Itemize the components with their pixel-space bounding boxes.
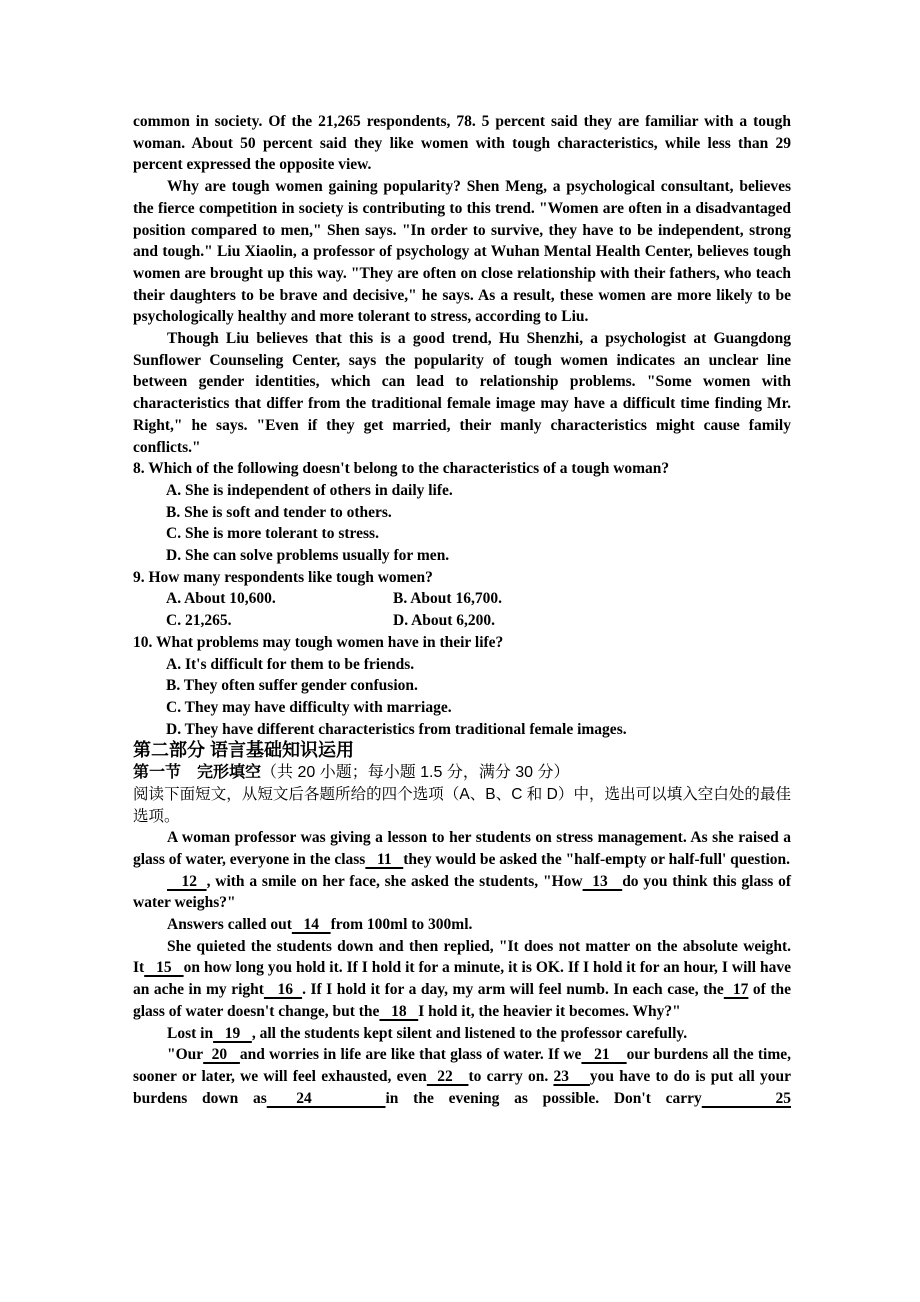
cloze-paragraph-3-text-3: from 100ml to 300ml.: [330, 916, 473, 934]
cloze-paragraph-6: [133, 1044, 791, 1109]
cloze-blank-12: 12: [167, 872, 207, 890]
cloze-paragraph-4: [133, 936, 791, 1023]
cloze-paragraph-3-text-1: Answers called out: [167, 916, 292, 934]
question-9-option-row-2: [133, 610, 791, 632]
cloze-blank-22: 22: [426, 1067, 469, 1085]
passage-paragraph-1: [133, 111, 791, 176]
cloze-paragraph-4-text-5: . If I hold it for a day, my arm will feel numb. In each case, the: [302, 981, 724, 999]
cloze-paragraph-4-text-3: on how long you hold it. If I hold it for a minute, it is OK. If I hold it for an hour, I will have an ache in my right: [133, 959, 791, 999]
question-10-option-a: A. It's difficult for them to be friends.: [166, 655, 415, 673]
question-8-stem: 8. Which of the following doesn't belong to the characteristics of a tough woman?: [133, 460, 670, 478]
cloze-paragraph-6-text-3: and worries in life are like that glass of water. If we: [239, 1046, 582, 1064]
exam-page-content: [133, 111, 791, 1109]
cloze-blank-15: 15: [144, 959, 184, 977]
question-10-stem: 10. What problems may tough women have in their life?: [133, 633, 504, 651]
question-8-option-a: A. She is independent of others in daily life.: [166, 481, 453, 499]
cloze-blank-20: 20: [203, 1046, 240, 1064]
cloze-blank-25: 25: [701, 1089, 792, 1107]
question-10-option-c: C. They may have difficulty with marriage.: [166, 698, 452, 716]
question-9-option-row-1: [133, 588, 791, 610]
passage-paragraph-3: [133, 328, 791, 458]
cloze-paragraph-1-text-1: A woman professor was giving a lesson to her students on stress management. As she raised a glass of water, everyone in the class: [133, 829, 791, 868]
cloze-paragraph-6-text-9: you have to do is put all your burdens down as: [133, 1067, 792, 1107]
question-10-option-d: D. They have different characteristics from traditional female images.: [166, 720, 627, 738]
cloze-instructions-text-1: 阅读下面短文，从短文后各题所给的四个选项（A、B、C 和 D）中，选出可以填入空白处的最佳选项。: [133, 785, 791, 825]
cloze-blank-24: 24: [266, 1089, 386, 1107]
cloze-blank-14: 14: [291, 916, 331, 934]
passage-paragraph-1-text-1: common in society. Of the 21,265 respondents, 78. 5 percent said they are familiar with a tough woman. About 50 percent said they like women with tough characteristics, while less than 29 percent expressed the opposite view.: [133, 113, 791, 174]
cloze-paragraph-5: [133, 1023, 791, 1045]
section-heading: [133, 740, 791, 762]
cloze-paragraph-2-text-2: , with a smile on her face, she asked the students, "How: [206, 872, 583, 890]
cloze-blank-13: 13: [582, 872, 623, 890]
question-8-option-c: C. She is more tolerant to stress.: [166, 525, 379, 543]
subsection-heading-text-2: （共 20 小题；每小题 1.5 分，满分 30 分）: [261, 764, 570, 782]
cloze-paragraph-2: [133, 871, 791, 914]
passage-paragraph-2-text-1: Why are tough women gaining popularity? Shen Meng, a psychological consultant, believes the fierce competition in society is contributing to this trend. "Women are often in a disadvantaged position compared to men," Shen says. "In order to survive, they have to be independent, strong and tough." Liu Xiaolin, a professor of psychology at Wuhan Mental Health Center, believes tough women are brought up this way. "They are often on close relationship with their fathers, who teach their daughters to be brave and decisive," he says. As a result, these women are more likely to be psychologically healthy and more tolerant to stress, according to Liu.: [133, 178, 791, 326]
cloze-blank-23: 23: [553, 1067, 590, 1085]
question-8-option-b: B. She is soft and tender to others.: [166, 503, 392, 521]
cloze-paragraph-1: [133, 827, 791, 870]
cloze-paragraph-2-text-4: do you think this glass of water weighs?": [133, 872, 791, 912]
question-10-option-b: B. They often suffer gender confusion.: [166, 677, 418, 695]
section-heading-text-1: 第二部分 语言基础知识运用: [133, 740, 354, 761]
question-9-option-d: D. About 6,200.: [393, 612, 496, 630]
cloze-paragraph-6-text-5: our burdens all the time, sooner or later, we will feel exhausted, even: [133, 1046, 792, 1085]
question-9-option-b: B. About 16,700.: [393, 590, 502, 608]
subsection-heading-text-1: 第一节 完形填空: [133, 764, 262, 782]
cloze-paragraph-5-text-1: Lost in: [167, 1024, 214, 1042]
cloze-paragraph-6-text-11: in the evening as possible. Don't carry: [385, 1089, 702, 1107]
question-9-option-c: C. 21,265.: [166, 612, 232, 630]
cloze-blank-21: 21: [581, 1046, 627, 1064]
cloze-blank-19: 19: [213, 1024, 252, 1042]
cloze-paragraph-3: [133, 914, 791, 936]
cloze-blank-17: 17: [723, 981, 749, 999]
cloze-paragraph-4-text-1: She quieted the students down and then replied, "It does not matter on the absolute weight. It: [133, 937, 791, 977]
question-9-option-a: A. About 10,600.: [166, 590, 276, 608]
cloze-blank-11: 11: [365, 850, 404, 868]
cloze-blank-18: 18: [379, 1002, 419, 1020]
cloze-blank-16: 16: [263, 981, 303, 999]
cloze-paragraph-1-text-3: they would be asked the "half-empty or half-full' question.: [403, 850, 791, 868]
cloze-paragraph-6-text-1: "Our: [167, 1046, 204, 1064]
passage-paragraph-2: [133, 176, 791, 328]
subsection-heading: [133, 762, 791, 784]
cloze-paragraph-4-text-7: of the glass of water doesn't change, but the: [133, 981, 792, 1020]
question-8-option-d: D. She can solve problems usually for men.: [166, 547, 450, 565]
cloze-paragraph-4-text-9: I hold it, the heavier it becomes. Why?": [418, 1002, 681, 1020]
cloze-paragraph-5-text-3: , all the students kept silent and listened to the professor carefully.: [251, 1024, 688, 1042]
passage-paragraph-3-text-1: Though Liu believes that this is a good trend, Hu Shenzhi, a psychologist at Guangdong Sunflower Counseling Center, says the popularity of tough women indicates an unclear line between gender identities, which can lead to relationship problems. "Some women with characteristics that differ from the traditional female image may have a difficult time finding Mr. Right," he says. "Even if they get married, their manly characteristics might cause family conflicts.": [133, 330, 791, 456]
cloze-instructions: [133, 784, 791, 827]
question-9-stem: 9. How many respondents like tough women?: [133, 568, 433, 586]
cloze-paragraph-6-text-7: to carry on.: [468, 1067, 554, 1085]
